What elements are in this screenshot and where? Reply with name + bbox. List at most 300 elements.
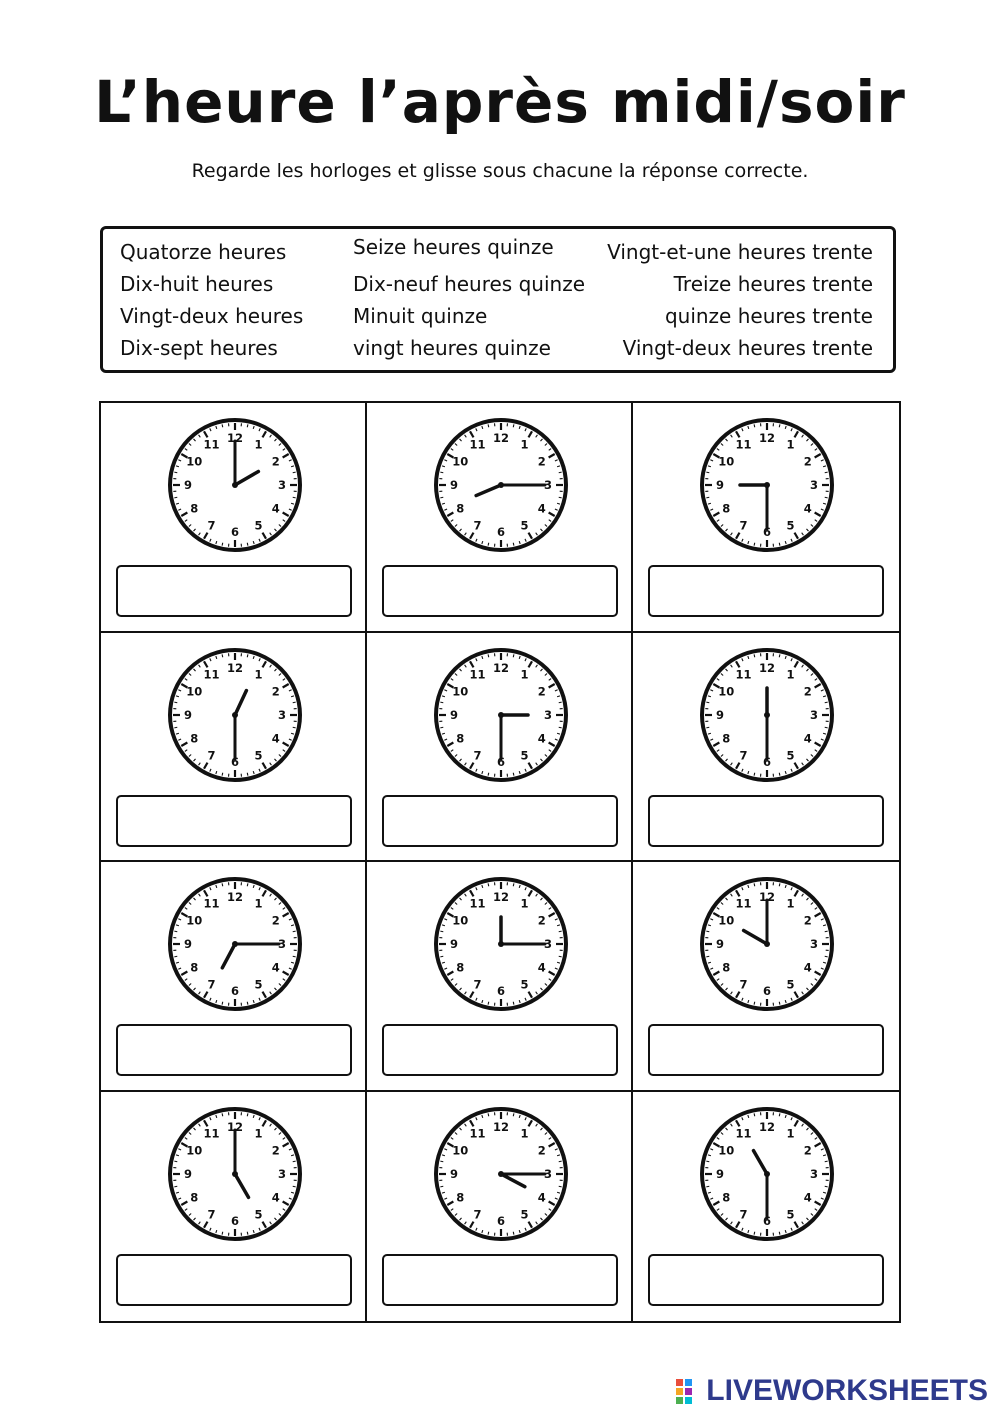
clock-number: 1: [786, 666, 795, 681]
minute-tick: [754, 1002, 755, 1005]
minute-tick: [706, 497, 709, 498]
clock-number: 11: [469, 666, 486, 681]
clock-center: [232, 941, 238, 947]
minute-tick: [222, 1231, 223, 1234]
clock-number: 12: [226, 431, 244, 445]
word-option[interactable]: Vingt-deux heures trente: [622, 336, 873, 360]
word-option[interactable]: Quatorze heures: [120, 240, 287, 264]
clock-number: 6: [496, 525, 506, 539]
clock-icon: [697, 1104, 837, 1244]
minute-tick: [706, 702, 709, 703]
clock-number: 11: [203, 1125, 220, 1140]
minute-tick: [488, 1002, 489, 1005]
clock-number: 5: [786, 1207, 795, 1222]
minute-tick: [440, 931, 443, 932]
minute-tick: [293, 472, 296, 473]
instructions: Regarde les horloges et glisse sous chacune la réponse correcte.: [191, 160, 809, 182]
clock-number: 9: [715, 478, 725, 492]
clock-icon: [165, 874, 305, 1014]
clock-number: 12: [758, 431, 776, 445]
clock-icon: [431, 874, 571, 1014]
clock-cell: [367, 403, 633, 633]
clock-number: 6: [230, 525, 240, 539]
clock-number: 5: [254, 977, 263, 992]
minute-tick: [293, 497, 296, 498]
clock-number: 1: [786, 896, 795, 911]
clock-number: 7: [207, 977, 216, 992]
clock-center: [232, 482, 238, 488]
clock-number: 8: [190, 1190, 199, 1204]
minute-tick: [779, 543, 780, 546]
minute-tick: [706, 956, 709, 957]
minute-tick: [513, 1113, 514, 1116]
minute-tick: [247, 772, 248, 775]
answer-drop-box[interactable]: [382, 795, 618, 847]
clock-cell: [633, 1092, 899, 1322]
minute-tick: [706, 1186, 709, 1187]
clock-number: 6: [496, 1213, 506, 1228]
minute-tick: [222, 1002, 223, 1005]
minute-tick: [754, 543, 755, 546]
minute-tick: [440, 956, 443, 957]
clock-icon: [165, 415, 305, 555]
clock-number: 12: [492, 431, 510, 445]
clock-number: 5: [254, 748, 263, 763]
minute-tick: [706, 1161, 709, 1162]
clock-number: 5: [520, 1207, 529, 1222]
minute-tick: [440, 1186, 443, 1187]
clock-number: 12: [758, 1119, 776, 1134]
clock-number: 2: [271, 913, 280, 928]
clock-number: 7: [207, 1207, 216, 1222]
minute-tick: [559, 1186, 562, 1187]
clock-number: 9: [183, 478, 193, 492]
minute-tick: [559, 1161, 562, 1162]
minute-tick: [513, 1002, 514, 1005]
clock-icon: [431, 1104, 571, 1244]
minute-tick: [247, 543, 248, 546]
clock-number: 5: [254, 1207, 263, 1222]
clock-cell: [367, 862, 633, 1092]
minute-tick: [222, 1113, 223, 1116]
minute-tick: [222, 772, 223, 775]
word-option[interactable]: Vingt-deux heures: [120, 304, 304, 328]
clock-number: 5: [520, 748, 529, 763]
clock-center: [764, 1171, 770, 1177]
minute-tick: [440, 702, 443, 703]
clock-number: 7: [473, 748, 482, 763]
clock-number: 6: [762, 1213, 772, 1228]
word-option[interactable]: Treize heures trente: [673, 272, 873, 296]
minute-tick: [754, 772, 755, 775]
minute-tick: [488, 424, 489, 427]
clock-center: [498, 482, 504, 488]
clock-icon: [165, 645, 305, 785]
answer-drop-box[interactable]: [648, 565, 884, 617]
clock-number: 6: [762, 525, 772, 539]
minute-tick: [247, 1113, 248, 1116]
clock-cell: [101, 862, 367, 1092]
minute-tick: [488, 654, 489, 657]
clock-number: 9: [449, 478, 459, 492]
clock-icon: [165, 1104, 305, 1244]
minute-tick: [247, 883, 248, 886]
minute-tick: [706, 727, 709, 728]
minute-tick: [559, 727, 562, 728]
clock-number: 8: [722, 960, 731, 975]
minute-tick: [488, 772, 489, 775]
minute-tick: [440, 1161, 443, 1162]
clock-number: 4: [803, 731, 812, 745]
answer-drop-box[interactable]: [648, 1024, 884, 1076]
clock-cell: [101, 633, 367, 863]
clock-number: 6: [230, 984, 240, 998]
minute-tick: [222, 883, 223, 886]
minute-tick: [222, 543, 223, 546]
clock-number: 3: [277, 937, 287, 951]
minute-tick: [247, 1231, 248, 1234]
minute-tick: [174, 702, 177, 703]
minute-tick: [754, 1231, 755, 1234]
clock-center: [764, 482, 770, 488]
clock-number: 2: [803, 454, 812, 469]
clock-number: 1: [520, 437, 529, 452]
minute-tick: [247, 424, 248, 427]
clock-number: 2: [537, 1143, 546, 1157]
clock-number: 10: [718, 454, 735, 469]
minute-tick: [222, 424, 223, 427]
minute-tick: [440, 497, 443, 498]
minute-tick: [779, 1231, 780, 1234]
clock-number: 12: [492, 890, 510, 904]
minute-tick: [754, 883, 755, 886]
word-option[interactable]: Dix-neuf heures quinze: [353, 272, 585, 296]
clock-center: [232, 712, 238, 718]
clock-number: 7: [739, 748, 748, 763]
answer-drop-box[interactable]: [382, 1254, 618, 1306]
clock-number: 2: [803, 1143, 812, 1157]
minute-tick: [779, 1113, 780, 1116]
minute-tick: [513, 772, 514, 775]
clock-number: 1: [520, 1125, 529, 1140]
clock-number: 1: [520, 896, 529, 911]
minute-tick: [559, 956, 562, 957]
clock-number: 1: [520, 666, 529, 681]
clock-number: 2: [537, 454, 546, 469]
minute-tick: [488, 543, 489, 546]
clock-number: 10: [718, 1143, 735, 1157]
clock-number: 11: [469, 896, 486, 911]
clock-number: 4: [803, 960, 812, 975]
clock-number: 3: [543, 707, 553, 722]
clock-number: 8: [190, 731, 199, 745]
clock-number: 11: [735, 896, 752, 911]
word-option[interactable]: Dix-huit heures: [120, 272, 274, 296]
minute-tick: [174, 497, 177, 498]
minute-tick: [247, 1002, 248, 1005]
clock-icon: [431, 415, 571, 555]
minute-tick: [754, 1113, 755, 1116]
clock-number: 8: [456, 501, 465, 516]
clock-number: 3: [277, 478, 287, 492]
liveworksheets-logo-icon: [676, 1377, 702, 1405]
clock-number: 11: [203, 896, 220, 911]
clock-number: 7: [473, 1207, 482, 1222]
clock-number: 3: [809, 937, 819, 951]
clock-number: 4: [271, 1190, 280, 1204]
clock-number: 2: [537, 684, 546, 698]
minute-tick: [293, 956, 296, 957]
clock-number: 2: [803, 913, 812, 928]
minute-tick: [293, 1186, 296, 1187]
clock-number: 11: [469, 1125, 486, 1140]
clock-number: 12: [758, 890, 776, 904]
minute-tick: [559, 702, 562, 703]
clock-number: 10: [718, 684, 735, 698]
clock-number: 9: [449, 1166, 459, 1181]
clock-number: 10: [452, 454, 469, 469]
clock-number: 12: [492, 660, 510, 675]
minute-tick: [488, 1113, 489, 1116]
minute-tick: [440, 727, 443, 728]
clock-number: 4: [271, 731, 280, 745]
clock-number: 8: [190, 501, 199, 516]
minute-tick: [440, 472, 443, 473]
clock-number: 1: [254, 1125, 263, 1140]
clock-number: 6: [230, 754, 240, 769]
clock-number: 8: [722, 501, 731, 516]
clock-number: 7: [207, 748, 216, 763]
clock-number: 5: [786, 748, 795, 763]
minute-tick: [825, 497, 828, 498]
clock-number: 10: [186, 684, 203, 698]
minute-tick: [779, 772, 780, 775]
minute-tick: [825, 1186, 828, 1187]
clock-number: 4: [271, 960, 280, 975]
clock-number: 1: [786, 437, 795, 452]
clock-number: 12: [492, 1119, 510, 1134]
minute-tick: [825, 931, 828, 932]
clock-center: [232, 1171, 238, 1177]
clock-number: 9: [449, 937, 459, 951]
clock-number: 8: [722, 731, 731, 745]
clock-number: 1: [254, 437, 263, 452]
minute-tick: [825, 727, 828, 728]
clock-grid: [99, 401, 901, 1323]
clock-number: 12: [226, 660, 244, 675]
minute-tick: [825, 702, 828, 703]
word-option[interactable]: Vingt-et-une heures trente: [607, 240, 873, 264]
liveworksheets-logo: [676, 1374, 988, 1408]
word-option[interactable]: quinze heures trente: [664, 304, 873, 328]
clock-number: 8: [456, 731, 465, 745]
minute-tick: [706, 472, 709, 473]
minute-tick: [488, 883, 489, 886]
minute-tick: [825, 956, 828, 957]
clock-number: 3: [543, 478, 553, 492]
answer-drop-box[interactable]: [382, 565, 618, 617]
minute-tick: [779, 1002, 780, 1005]
word-option[interactable]: Seize heures quinze: [353, 235, 554, 259]
minute-tick: [488, 1231, 489, 1234]
word-bank: [100, 226, 896, 373]
minute-tick: [513, 424, 514, 427]
clock-number: 1: [254, 666, 263, 681]
minute-tick: [247, 654, 248, 657]
minute-tick: [293, 702, 296, 703]
clock-number: 8: [456, 960, 465, 975]
clock-number: 6: [230, 1213, 240, 1228]
clock-number: 9: [715, 937, 725, 951]
clock-icon: [431, 645, 571, 785]
clock-icon: [697, 645, 837, 785]
clock-cell: [633, 403, 899, 633]
clock-number: 11: [469, 437, 486, 452]
answer-drop-box[interactable]: [116, 1254, 352, 1306]
clock-number: 5: [786, 518, 795, 533]
clock-number: 10: [186, 913, 203, 928]
clock-number: 10: [452, 913, 469, 928]
clock-number: 4: [537, 731, 546, 745]
minute-tick: [174, 727, 177, 728]
minute-tick: [513, 654, 514, 657]
clock-number: 7: [739, 1207, 748, 1222]
clock-number: 5: [786, 977, 795, 992]
answer-drop-box[interactable]: [116, 565, 352, 617]
clock-center: [498, 941, 504, 947]
clock-number: 9: [183, 1166, 193, 1181]
clock-number: 10: [452, 1143, 469, 1157]
clock-number: 4: [803, 501, 812, 516]
clock-number: 4: [537, 1190, 546, 1204]
clock-number: 6: [496, 754, 506, 769]
clock-cell: [633, 862, 899, 1092]
minute-tick: [513, 543, 514, 546]
minute-tick: [222, 654, 223, 657]
clock-cell: [367, 1092, 633, 1322]
clock-cell: [101, 1092, 367, 1322]
clock-cell: [633, 633, 899, 863]
clock-number: 9: [715, 1166, 725, 1181]
clock-center: [498, 1171, 504, 1177]
clock-number: 4: [537, 960, 546, 975]
clock-number: 3: [277, 707, 287, 722]
minute-tick: [779, 654, 780, 657]
minute-tick: [174, 1161, 177, 1162]
clock-center: [764, 941, 770, 947]
clock-number: 10: [452, 684, 469, 698]
clock-number: 12: [226, 890, 244, 904]
clock-number: 8: [190, 960, 199, 975]
minute-tick: [293, 727, 296, 728]
minute-tick: [174, 956, 177, 957]
clock-number: 7: [739, 977, 748, 992]
clock-number: 7: [739, 518, 748, 533]
clock-number: 7: [473, 977, 482, 992]
clock-number: 2: [537, 913, 546, 928]
minute-tick: [754, 424, 755, 427]
clock-number: 12: [226, 1119, 244, 1134]
minute-tick: [559, 472, 562, 473]
minute-tick: [754, 654, 755, 657]
clock-number: 5: [520, 518, 529, 533]
clock-number: 7: [207, 518, 216, 533]
clock-number: 10: [718, 913, 735, 928]
page-title: L’heure l’après midi/soir: [94, 68, 906, 136]
clock-cell: [101, 403, 367, 633]
clock-number: 9: [183, 707, 193, 722]
word-option[interactable]: Dix-sept heures: [120, 336, 278, 360]
clock-number: 2: [271, 684, 280, 698]
minute-tick: [706, 931, 709, 932]
minute-tick: [293, 1161, 296, 1162]
clock-number: 1: [786, 1125, 795, 1140]
logo-text: LIVEWORKSHEETS: [706, 1374, 988, 1407]
clock-number: 9: [715, 707, 725, 722]
clock-number: 11: [203, 437, 220, 452]
word-option[interactable]: Minuit quinze: [353, 304, 488, 328]
clock-number: 10: [186, 454, 203, 469]
clock-number: 12: [758, 660, 776, 675]
answer-drop-box[interactable]: [648, 1254, 884, 1306]
clock-number: 4: [803, 1190, 812, 1204]
clock-number: 3: [809, 707, 819, 722]
answer-drop-box[interactable]: [382, 1024, 618, 1076]
clock-number: 8: [722, 1190, 731, 1204]
minute-tick: [825, 472, 828, 473]
clock-cell: [367, 633, 633, 863]
answer-drop-box[interactable]: [116, 795, 352, 847]
minute-tick: [293, 931, 296, 932]
clock-icon: [697, 874, 837, 1014]
clock-number: 2: [271, 1143, 280, 1157]
clock-number: 11: [735, 437, 752, 452]
answer-drop-box[interactable]: [648, 795, 884, 847]
minute-tick: [174, 931, 177, 932]
clock-number: 4: [271, 501, 280, 516]
answer-drop-box[interactable]: [116, 1024, 352, 1076]
clock-number: 9: [449, 707, 459, 722]
minute-tick: [559, 497, 562, 498]
clock-number: 3: [543, 1166, 553, 1181]
clock-number: 3: [809, 1166, 819, 1181]
clock-number: 6: [496, 984, 506, 998]
clock-center: [764, 712, 770, 718]
clock-number: 9: [183, 937, 193, 951]
clock-number: 4: [537, 501, 546, 516]
minute-tick: [559, 931, 562, 932]
minute-tick: [513, 1231, 514, 1234]
minute-tick: [174, 1186, 177, 1187]
clock-number: 11: [203, 666, 220, 681]
minute-tick: [779, 424, 780, 427]
clock-number: 5: [254, 518, 263, 533]
clock-number: 2: [803, 684, 812, 698]
clock-icon: [697, 415, 837, 555]
clock-number: 3: [543, 937, 553, 951]
word-option[interactable]: vingt heures quinze: [353, 336, 551, 360]
minute-tick: [513, 883, 514, 886]
clock-center: [498, 712, 504, 718]
clock-number: 11: [735, 1125, 752, 1140]
clock-number: 8: [456, 1190, 465, 1204]
clock-number: 6: [762, 984, 772, 998]
minute-tick: [825, 1161, 828, 1162]
clock-number: 3: [809, 478, 819, 492]
clock-number: 7: [473, 518, 482, 533]
minute-tick: [174, 472, 177, 473]
clock-number: 3: [277, 1166, 287, 1181]
